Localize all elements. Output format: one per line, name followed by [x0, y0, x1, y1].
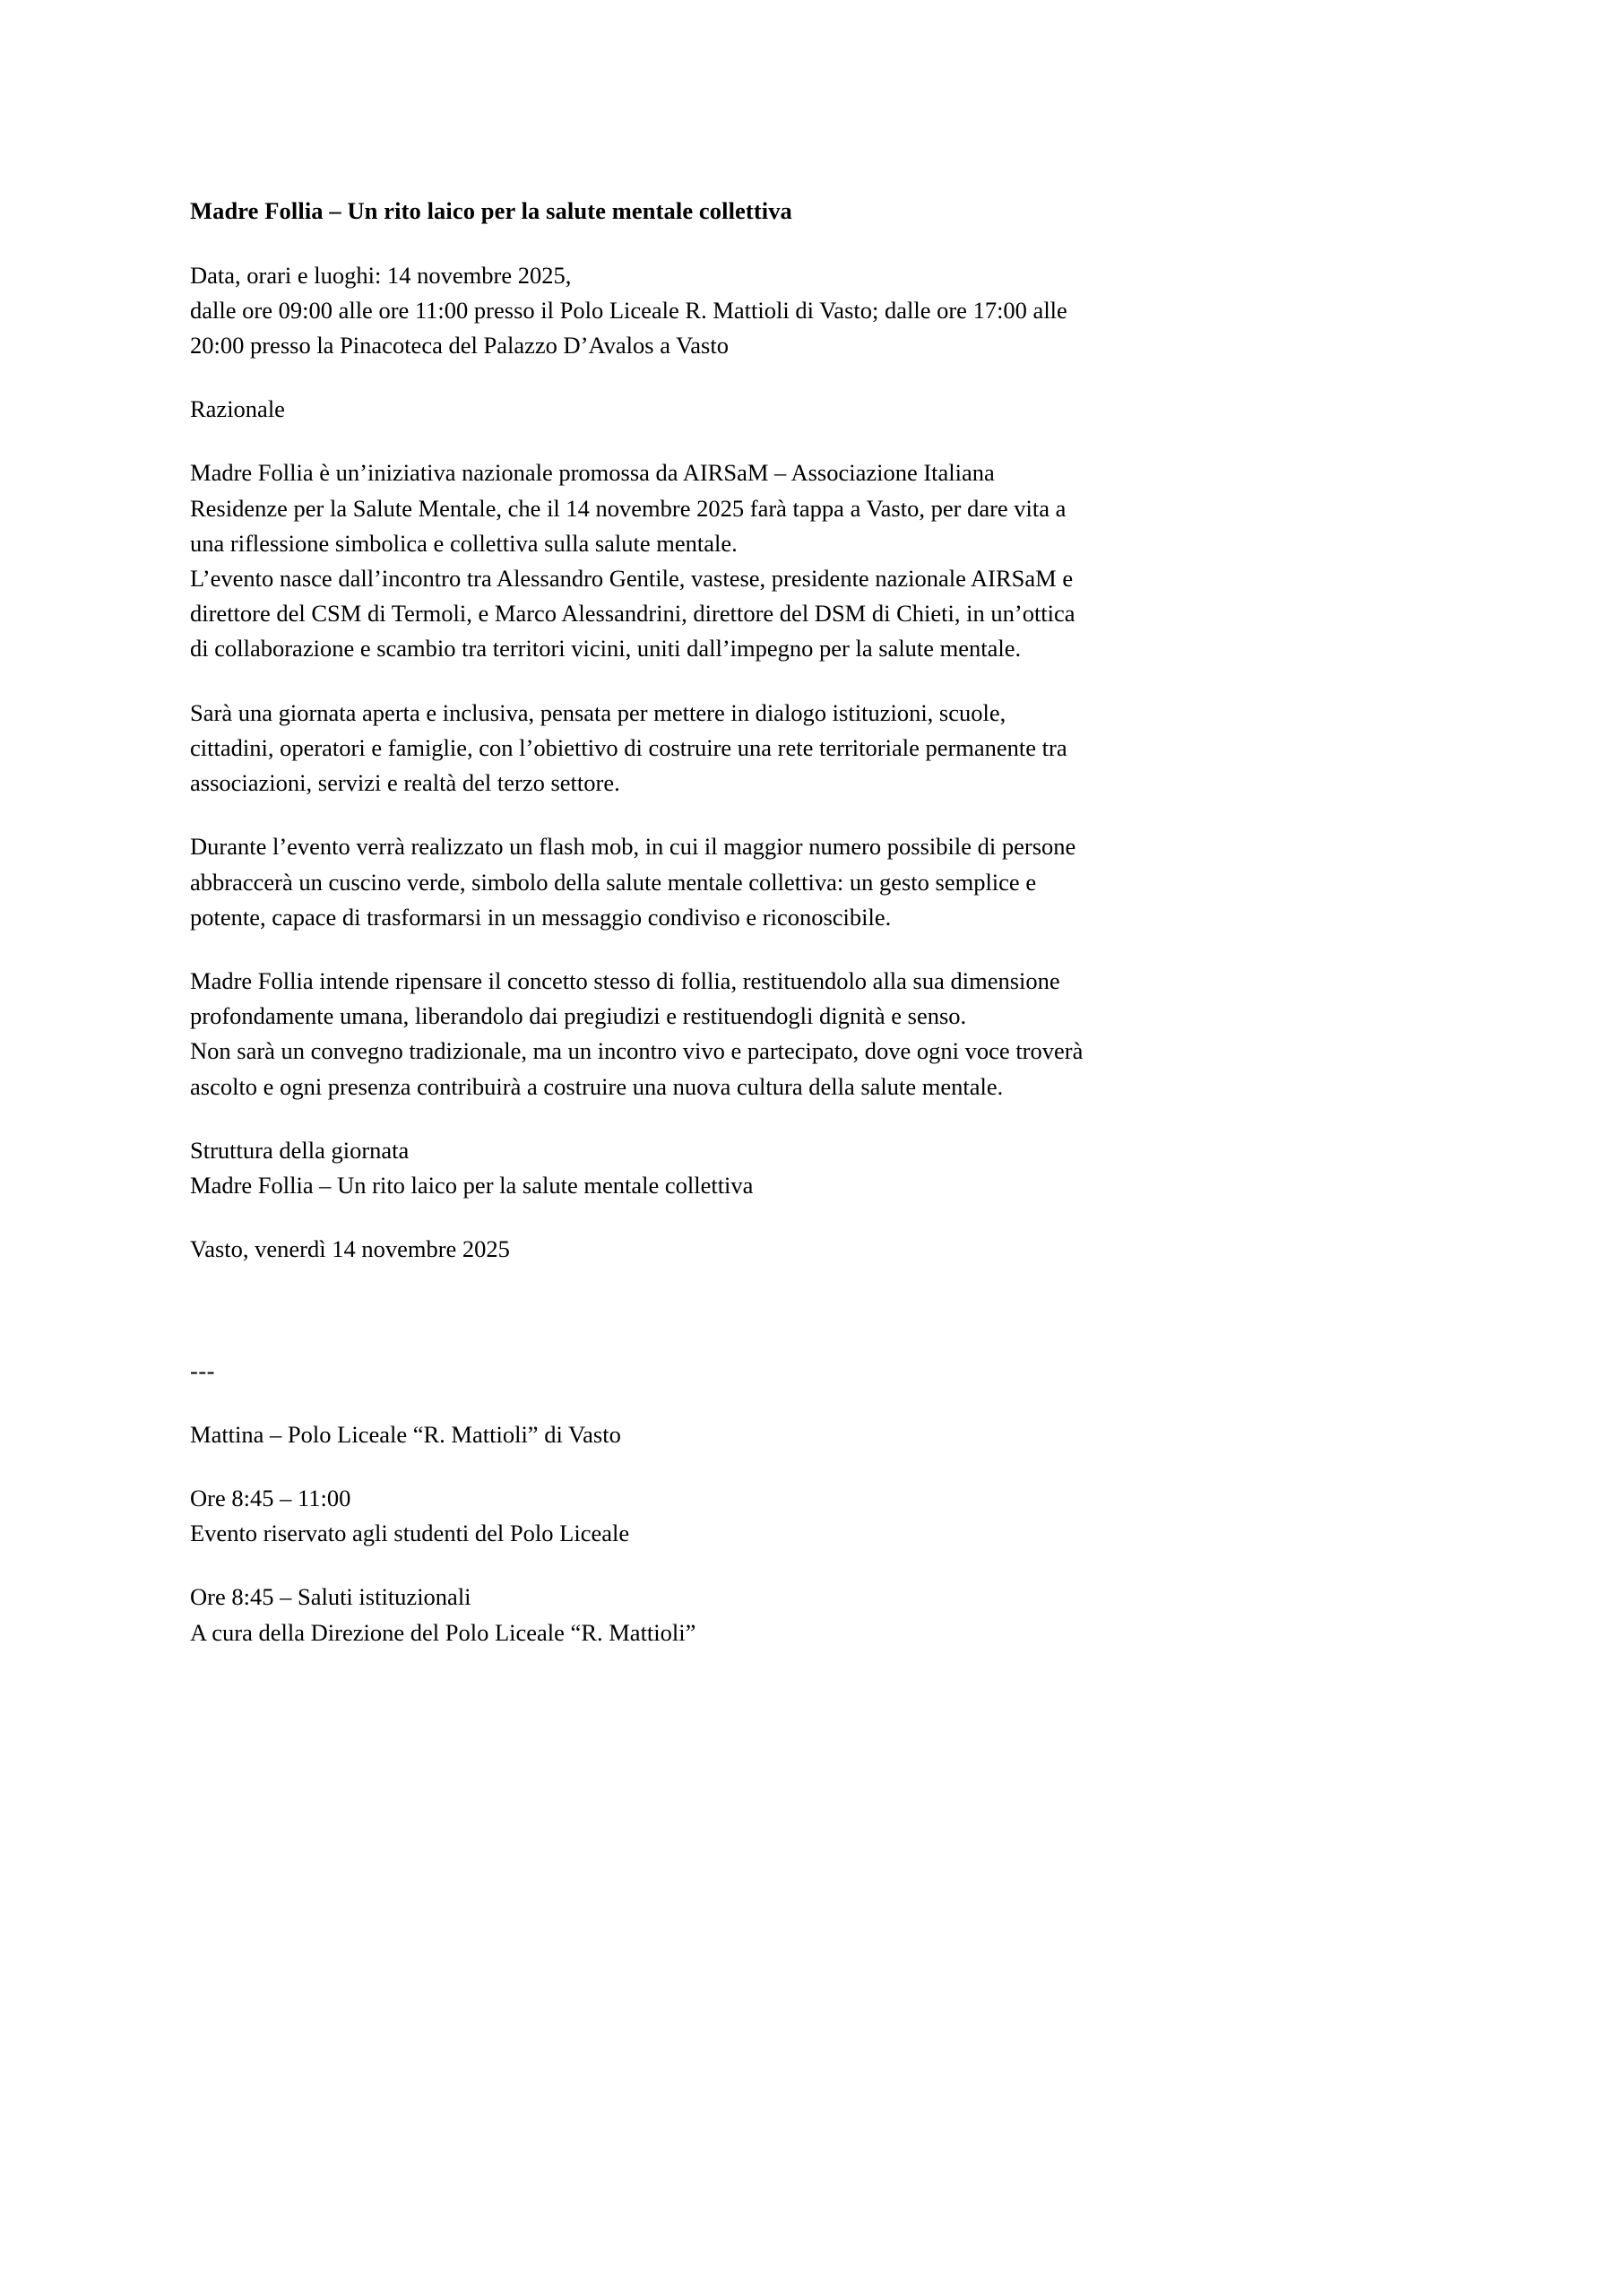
rationale-p2-line-1: Sarà una giornata aperta e inclusiva, pensata per mettere in dialogo istituzioni, scuole,: [190, 698, 1006, 726]
morning-slot-1-time: Ore 8:45 – 11:00: [190, 1484, 351, 1511]
rationale-paragraph-4: [190, 964, 1404, 1104]
date-and-places-paragraph: [190, 258, 1404, 364]
page-title: Madre Follia – Un rito laico per la salute mentale collettiva: [190, 197, 792, 224]
rationale-p2-line-2: cittadini, operatori e famiglie, con l’obiettivo di costruire una rete territoriale permanente tra: [190, 733, 1067, 761]
structure-subtitle: Madre Follia – Un rito laico per la salute mentale collettiva: [190, 1172, 754, 1199]
structure-heading: Struttura della giornata: [190, 1136, 410, 1164]
section-spacer: [190, 1296, 1404, 1354]
rationale-p1-line-5: direttore del CSM di Termoli, e Marco Alessandrini, direttore del DSM di Chieti, in un’ottica: [190, 600, 1075, 628]
rationale-p1-line-2: Residenze per la Salute Mentale, che il 14 novembre 2025 farà tappa a Vasto, per dare vita a: [190, 494, 1067, 522]
city-date-line: Vasto, venerdì 14 novembre 2025: [190, 1235, 510, 1263]
rationale-p4-line-1: Madre Follia intende ripensare il concetto stesso di follia, restituendolo alla sua dimensione: [190, 967, 1060, 994]
rationale-paragraph-3: [190, 829, 1404, 935]
morning-slot-1: [190, 1481, 1404, 1551]
structure-section: [190, 1133, 1404, 1203]
rationale-p3-line-3: potente, capace di trasformarsi in un messaggio condiviso e riconoscibile.: [190, 903, 892, 931]
rationale-p1-line-3: una riflessione simbolica e collettiva sulla salute mentale.: [190, 529, 738, 557]
date-line: Data, orari e luoghi: 14 novembre 2025,: [190, 261, 572, 289]
rationale-paragraph-1: [190, 455, 1404, 666]
rationale-p1-line-1: Madre Follia è un’iniziativa nazionale promossa da AIRSaM – Associazione Italiana: [190, 459, 995, 487]
rationale-p4-line-4: ascolto e ogni presenza contribuirà a costruire una nuova cultura della salute mentale.: [190, 1072, 1004, 1100]
rationale-p4-line-2: profondamente umana, liberandolo dai pregiudizi e restituendogli dignità e senso.: [190, 1002, 967, 1030]
morning-session-heading: Mattina – Polo Liceale “R. Mattioli” di Vasto: [190, 1420, 621, 1448]
rationale-p3-line-2: abbraccerà un cuscino verde, simbolo della salute mentale collettiva: un gesto semplice e: [190, 868, 1037, 896]
morning-slot-2-description: A cura della Direzione del Polo Liceale “R. Mattioli”: [190, 1618, 696, 1646]
morning-slot-2: [190, 1580, 1404, 1650]
rationale-p2-line-3: associazioni, servizi e realtà del terzo settore.: [190, 769, 620, 797]
rationale-paragraph-2: [190, 696, 1404, 801]
morning-slot-1-description: Evento riservato agli studenti del Polo Liceale: [190, 1520, 630, 1547]
rationale-p4-line-3: Non sarà un convegno tradizionale, ma un incontro vivo e partecipato, dove ogni voce troverà: [190, 1037, 1084, 1065]
evening-venue-line: 20:00 presso la Pinacoteca del Palazzo D’Avalos a Vasto: [190, 331, 729, 359]
section-separator: ---: [190, 1356, 215, 1384]
rationale-p1-line-6: di collaborazione e scambio tra territori vicini, uniti dall’impegno per la salute mentale.: [190, 635, 1022, 663]
rationale-p1-line-4: L’evento nasce dall’incontro tra Alessandro Gentile, vastese, presidente nazionale AIRSaM e: [190, 565, 1074, 593]
morning-slot-2-time: Ore 8:45 – Saluti istituzionali: [190, 1583, 471, 1611]
rationale-p3-line-1: Durante l’evento verrà realizzato un flash mob, in cui il maggior numero possibile di persone: [190, 833, 1076, 861]
rationale-heading: Razionale: [190, 395, 285, 423]
morning-venue-line: dalle ore 09:00 alle ore 11:00 presso il Polo Liceale R. Mattioli di Vasto; dalle ore 17:00 alle: [190, 296, 1067, 324]
